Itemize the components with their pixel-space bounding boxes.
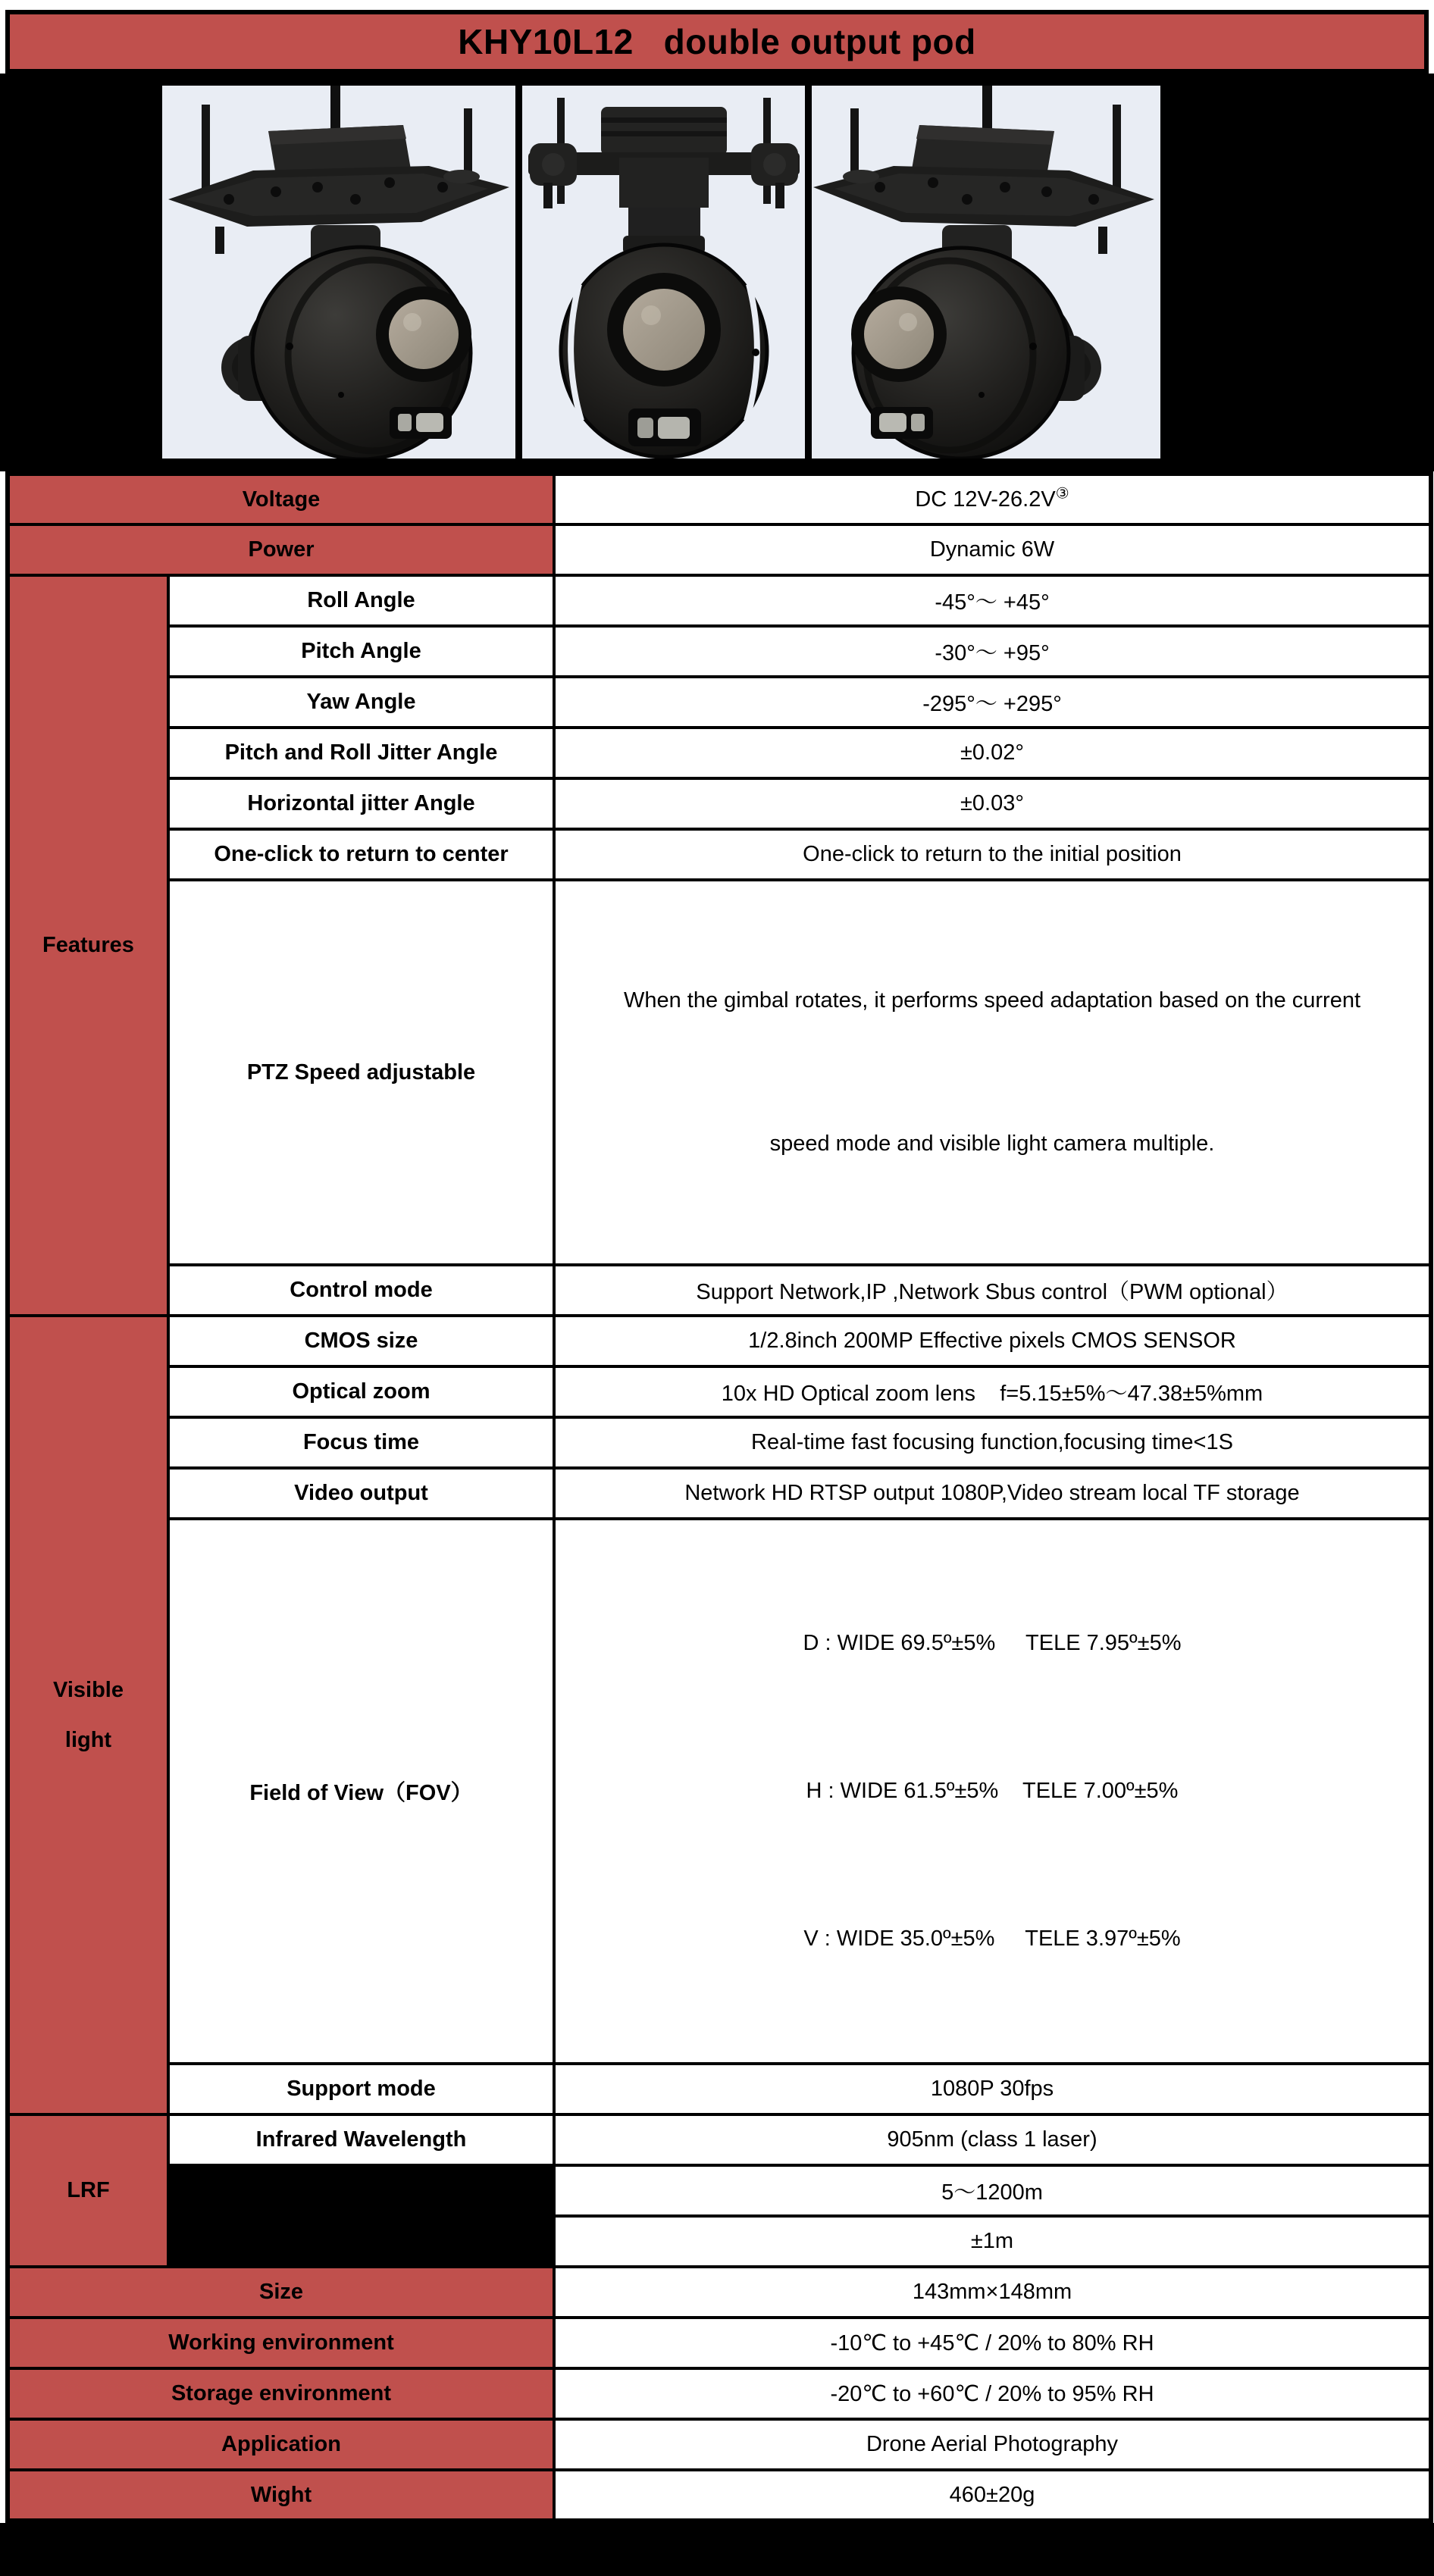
row-application [8,2419,1431,2470]
cmos-size-label: CMOS size [168,1316,554,1366]
row-pitch-roll-jitter [8,728,1431,778]
video-output-value: Network HD RTSP output 1080P,Video stream local TF storage [554,1468,1431,1519]
voltage-footnote-mark: ③ [1055,484,1069,502]
row-storage-environment [8,2368,1431,2419]
lrf-group-label: LRF [8,2114,168,2267]
wight-value: 460±20g [554,2470,1431,2521]
voltage-value-text: DC 12V-26.2V [915,487,1056,512]
row-one-click-center [8,829,1431,880]
working-environment-value: -10℃ to +45℃ / 20% to 80% RH [554,2318,1431,2368]
row-yaw-angle [8,677,1431,728]
features-group-label: Features [8,575,168,1316]
row-focus-time [8,1417,1431,1468]
row-control-mode [8,1265,1431,1316]
row-horizontal-jitter [8,778,1431,829]
focus-time-label: Focus time [168,1417,554,1468]
visible-light-label-line2: light [64,1728,112,1752]
gimbal-angled-left-drawing [162,86,515,459]
fov-value-line-d: D : WIDE 69.5º±5% TELE 7.95º±5% [803,1631,1182,1655]
ptz-speed-value-line1: When the gimbal rotates, it performs speed adaptation based on the current [623,988,1361,1013]
row-size [8,2267,1431,2318]
row-wight [8,2470,1431,2521]
row-optical-zoom [8,1366,1431,1417]
roll-angle-value: -45°～ +45° [554,575,1431,626]
video-output-label: Video output [168,1468,554,1519]
yaw-angle-value: -295°～ +295° [554,677,1431,728]
pitch-angle-value: -30°～ +95° [554,626,1431,677]
lrf-range-value: 5～1200m [554,2165,1431,2216]
lrf-accuracy-value: ±1m [554,2216,1431,2267]
infrared-wavelength-label: Infrared Wavelength [168,2114,554,2165]
gimbal-front-drawing [522,86,805,459]
row-roll-angle [8,575,1431,626]
ptz-speed-value-line2: speed mode and visible light camera multiple. [769,1131,1215,1156]
title-bar [5,10,1429,74]
gimbal-angled-right-drawing [812,86,1160,459]
focus-time-value: Real-time fast focusing function,focusing time<1S [554,1417,1431,1468]
row-working-environment [8,2318,1431,2368]
fov-label: Field of View（FOV） [168,1519,554,2064]
footer-bar [0,2523,1434,2576]
row-infrared-wavelength [8,2114,1431,2165]
row-fov [8,1519,1431,2064]
ptz-speed-value [554,880,1431,1265]
yaw-angle-label: Yaw Angle [168,677,554,728]
horizontal-jitter-value: ±0.03° [554,778,1431,829]
gimbal-image-angled-left [162,86,515,459]
size-label: Size [8,2267,554,2318]
row-power [8,524,1431,575]
pitch-roll-jitter-value: ±0.02° [554,728,1431,778]
gimbal-image-front [522,86,805,459]
row-ptz-speed [8,880,1431,1265]
support-mode-label: Support mode [168,2064,554,2114]
visible-light-label-line1: Visible [53,1678,124,1702]
infrared-wavelength-value: 905nm (class 1 laser) [554,2114,1431,2165]
voltage-value [554,474,1431,524]
control-mode-label: Control mode [168,1265,554,1316]
application-label: Application [8,2419,554,2470]
size-value: 143mm×148mm [554,2267,1431,2318]
one-click-center-value: One-click to return to the initial position [554,829,1431,880]
roll-angle-label: Roll Angle [168,575,554,626]
optical-zoom-label: Optical zoom [168,1366,554,1417]
pitch-angle-label: Pitch Angle [168,626,554,677]
control-mode-value: Support Network,IP ,Network Sbus control（PWM optional） [554,1265,1431,1316]
fov-value-line-v: V : WIDE 35.0º±5% TELE 3.97º±5% [803,1927,1181,1951]
lrf-redacted-cell [168,2165,554,2267]
voltage-label: Voltage [8,474,554,524]
optical-zoom-value: 10x HD Optical zoom lens f=5.15±5%～47.38±5%mm [554,1366,1431,1417]
fov-value-line-h: H : WIDE 61.5º±5% TELE 7.00º±5% [806,1779,1179,1803]
cmos-size-value: 1/2.8inch 200MP Effective pixels CMOS SENSOR [554,1316,1431,1366]
row-voltage [8,474,1431,524]
storage-environment-label: Storage environment [8,2368,554,2419]
storage-environment-value: -20℃ to +60℃ / 20% to 95% RH [554,2368,1431,2419]
ptz-speed-label: PTZ Speed adjustable [168,880,554,1265]
row-video-output [8,1468,1431,1519]
wight-label: Wight [8,2470,554,2521]
pitch-roll-jitter-label: Pitch and Roll Jitter Angle [168,728,554,778]
power-label: Power [8,524,554,575]
visible-light-group-label [8,1316,168,2114]
row-support-mode [8,2064,1431,2114]
row-pitch-angle [8,626,1431,677]
gimbal-image-angled-right [812,86,1160,459]
spec-table [5,471,1433,2523]
power-value: Dynamic 6W [554,524,1431,575]
one-click-center-label: One-click to return to center [168,829,554,880]
horizontal-jitter-label: Horizontal jitter Angle [168,778,554,829]
row-lrf-range [8,2165,1431,2216]
page-title: KHY10L12 double output pod [458,22,976,61]
fov-value [554,1519,1431,2064]
row-cmos-size [8,1316,1431,1366]
support-mode-value: 1080P 30fps [554,2064,1431,2114]
working-environment-label: Working environment [8,2318,554,2368]
product-image-band [0,74,1434,471]
application-value: Drone Aerial Photography [554,2419,1431,2470]
